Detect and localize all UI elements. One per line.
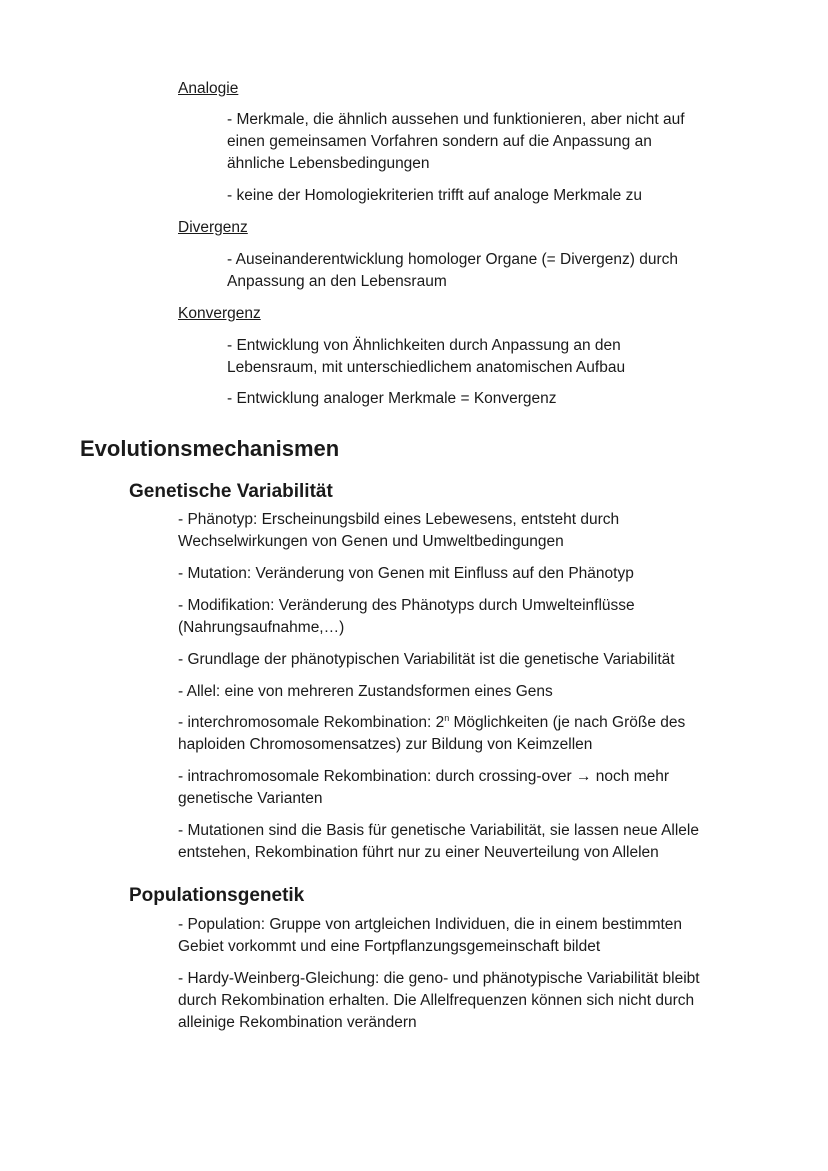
divergenz-line: - Auseinanderentwicklung homologer Organe (= Divergenz) durch bbox=[227, 251, 679, 268]
subsection-genetic-title: Genetische Variabilität bbox=[129, 481, 333, 502]
genetic-line: - Mutationen sind die Basis für genetische Variabilität, sie lassen neue Allele bbox=[178, 822, 699, 839]
genetic-line: Wechselwirkungen von Genen und Umweltbedingungen bbox=[178, 533, 564, 550]
text-fragment: - interchromosomale Rekombination: 2 bbox=[178, 714, 445, 731]
konvergenz-line: Lebensraum, mit unterschiedlichem anatomischen Aufbau bbox=[227, 359, 626, 376]
population-line: alleinige Rekombination verändern bbox=[178, 1014, 417, 1031]
genetic-line: (Nahrungsaufnahme,…) bbox=[178, 619, 345, 636]
analogie-line: - keine der Homologiekriterien trifft auf analoge Merkmale zu bbox=[227, 187, 642, 204]
population-line: - Hardy-Weinberg-Gleichung: die geno- und phänotypische Variabilität bleibt bbox=[178, 970, 700, 987]
genetic-line: haploiden Chromosomensatzes) zur Bildung von Keimzellen bbox=[178, 736, 593, 753]
genetic-line-recombination bbox=[178, 712, 685, 734]
term-divergenz-title: Divergenz bbox=[178, 219, 248, 236]
genetic-line: - Modifikation: Veränderung des Phänotyps durch Umwelteinflüsse bbox=[178, 597, 635, 614]
term-konvergenz-title: Konvergenz bbox=[178, 305, 261, 322]
genetic-line: - Phänotyp: Erscheinungsbild eines Lebewesens, entsteht durch bbox=[178, 511, 620, 528]
superscript-n: n bbox=[444, 713, 450, 723]
genetic-line: genetische Varianten bbox=[178, 790, 323, 807]
text-fragment: Möglichkeiten (je nach Größe des bbox=[449, 714, 686, 731]
divergenz-line: Anpassung an den Lebensraum bbox=[227, 273, 447, 290]
population-line: - Population: Gruppe von artgleichen Individuen, die in einem bestimmten bbox=[178, 916, 683, 933]
subsection-population-title: Populationsgenetik bbox=[129, 885, 305, 906]
konvergenz-line: - Entwicklung von Ähnlichkeiten durch Anpassung an den bbox=[227, 337, 621, 354]
genetic-line: - intrachromosomale Rekombination: durch crossing-over → noch mehr bbox=[178, 768, 670, 785]
genetic-line: entstehen, Rekombination führt nur zu einer Neuverteilung von Allelen bbox=[178, 844, 659, 861]
section-heading: Evolutionsmechanismen bbox=[80, 436, 340, 461]
genetic-line: - Grundlage der phänotypischen Variabilität ist die genetische Variabilität bbox=[178, 651, 675, 668]
analogie-line: ähnliche Lebensbedingungen bbox=[227, 155, 430, 172]
population-line: Gebiet vorkommt und eine Fortpflanzungsgemeinschaft bildet bbox=[178, 938, 601, 955]
analogie-line: einen gemeinsamen Vorfahren sondern auf die Anpassung an bbox=[227, 133, 652, 150]
term-analogie-title: Analogie bbox=[178, 80, 239, 97]
genetic-line: - Allel: eine von mehreren Zustandsformen eines Gens bbox=[178, 683, 553, 700]
analogie-line: - Merkmale, die ähnlich aussehen und funktionieren, aber nicht auf bbox=[227, 111, 685, 128]
konvergenz-line: - Entwicklung analoger Merkmale = Konvergenz bbox=[227, 390, 557, 407]
genetic-line: - Mutation: Veränderung von Genen mit Einfluss auf den Phänotyp bbox=[178, 565, 634, 582]
population-line: durch Rekombination erhalten. Die Allelfrequenzen können sich nicht durch bbox=[178, 992, 695, 1009]
